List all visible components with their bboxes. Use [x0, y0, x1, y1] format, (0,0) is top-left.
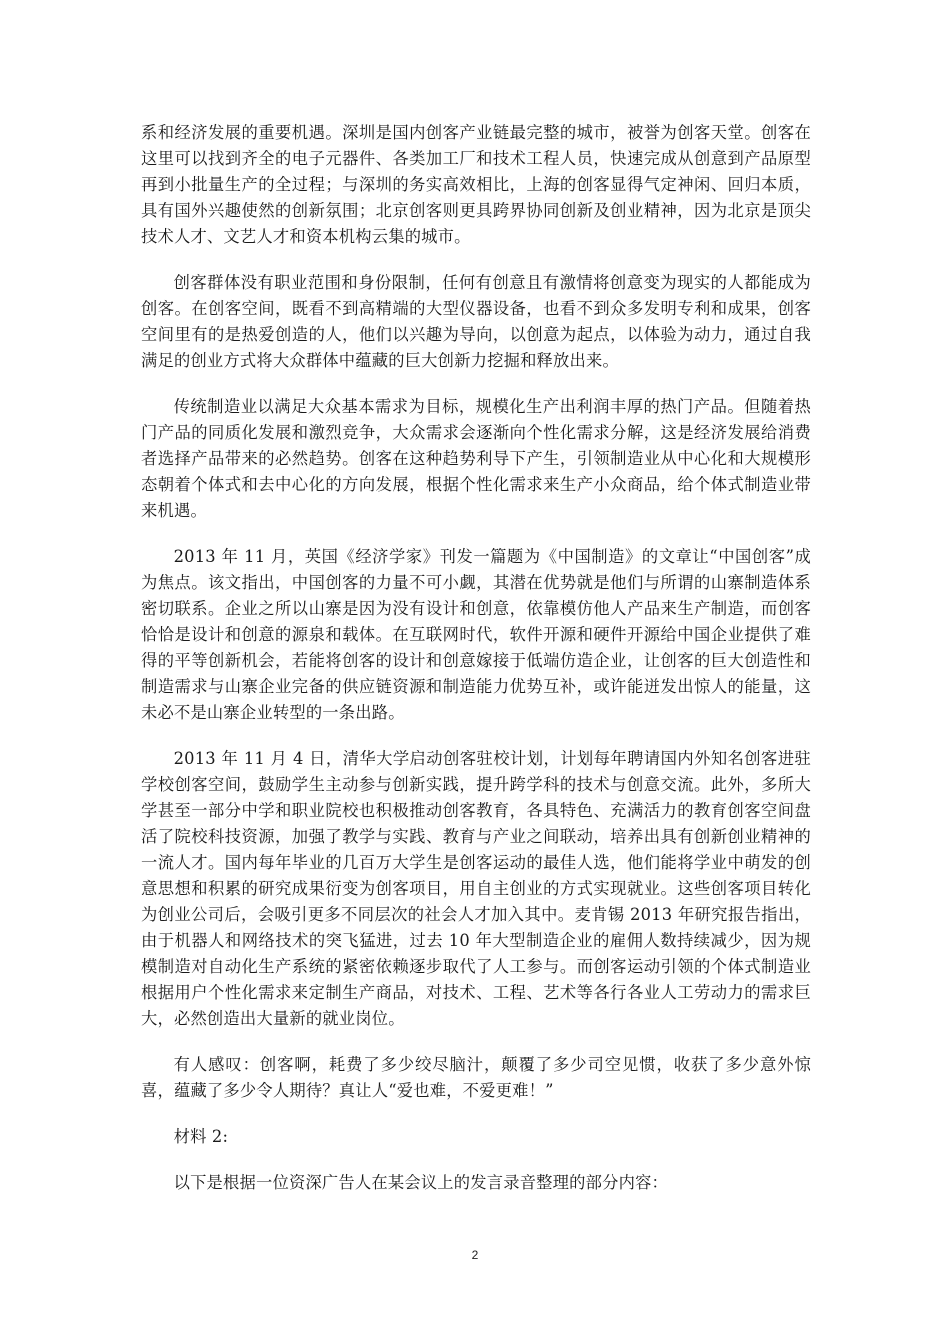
- paragraph-traditional-manufacturing: 传统制造业以满足大众基本需求为目标，规模化生产出利润丰厚的热门产品。但随着热门产品的同质化发展和激烈竞争，大众需求会逐渐向个性化需求分解，这是经济发展给消费者选择产品带来的必然趋势。创客在这种趋势利导下产生，引领制造业从中心化和大规模形态朝着个体式和去中心化的方向发展，根据个性化需求来生产小众商品，给个体式制造业带来机遇。: [141, 397, 811, 520]
- paragraph-economist-article: 2013 年 11 月，英国《经济学家》刊发一篇题为《中国制造》的文章让“中国创客”成为焦点。该文指出，中国创客的力量不可小觑，其潜在优势就是他们与所谓的山寨制造体系密切联系。企业之所以山寨是因为没有设计和创意，依靠模仿他人产品来生产制造，而创客恰恰是设计和创意的源泉和载体。在互联网时代，软件开源和硬件开源给中国企业提供了难得的平等创新机会，若能将创客的设计和创意嫁接于低端仿造企业，让创客的巨大创造性和制造需求与山寨企业完备的供应链资源和制造能力优势互补，或许能迸发出惊人的能量，这未必不是山寨企业转型的一条出路。: [141, 547, 811, 722]
- material-2-heading: 材料 2:: [173, 1127, 229, 1146]
- paragraph-intro-speech: 以下是根据一位资深广告人在某会议上的发言录音整理的部分内容：: [173, 1173, 669, 1192]
- document-body: [141, 120, 811, 1216]
- paragraph-sentiment: 有人感叹：创客啊，耗费了多少绞尽脑汁，颠覆了多少司空见惯，收获了多少意外惊喜，蕴藏了多少令人期待？真让人“爱也难，不爱更难！”: [141, 1055, 811, 1100]
- page-number: 2: [471, 1248, 479, 1262]
- paragraph-continued: 系和经济发展的重要机遇。深圳是国内创客产业链最完整的城市，被誉为创客天堂。创客在这里可以找到齐全的电子元器件、各类加工厂和技术工程人员，快速完成从创意到产品原型再到小批量生产的全过程；与深圳的务实高效相比，上海的创客显得气定神闲、回归本质，具有国外兴趣使然的创新氛围；北京创客则更具跨界协同创新及创业精神，因为北京是顶尖技术人才、文艺人才和资本机构云集的城市。: [141, 123, 811, 246]
- paragraph-maker-identity: 创客群体没有职业范围和身份限制，任何有创意且有激情将创意变为现实的人都能成为创客。在创客空间，既看不到高精端的大型仪器设备，也看不到众多发明专利和成果，创客空间里有的是热爱创造的人，他们以兴趣为导向，以创意为起点，以体验为动力，通过自我满足的创业方式将大众群体中蕴藏的巨大创新力挖掘和释放出来。: [141, 273, 811, 370]
- paragraph-tsinghua-plan: 2013 年 11 月 4 日，清华大学启动创客驻校计划，计划每年聘请国内外知名创客进驻学校创客空间，鼓励学生主动参与创新实践，提升跨学科的技术与创意交流。此外，多所大学甚至一部分中学和职业院校也积极推动创客教育，各具特色、充满活力的教育创客空间盘活了院校科技资源，加强了教学与实践、教育与产业之间联动，培养出具有创新创业精神的一流人才。国内每年毕业的几百万大学生是创客运动的最佳人选，他们能将学业中萌发的创意思想和积累的研究成果衍变为创客项目，用自主创业的方式实现就业。这些创客项目转化为创业公司后，会吸引更多不同层次的社会人才加入其中。麦肯锡 2013 年研究报告指出，由于机器人和网络技术的突飞猛进，过去 10 年大型制造企业的雇佣人数持续减少，因为规模制造对自动化生产系统的紧密依赖逐步取代了人工参与。而创客运动引领的个体式制造业根据用户个性化需求来定制生产商品，对技术、工程、艺术等各行各业人工劳动力的需求巨大，必然创造出大量新的就业岗位。: [141, 749, 811, 1028]
